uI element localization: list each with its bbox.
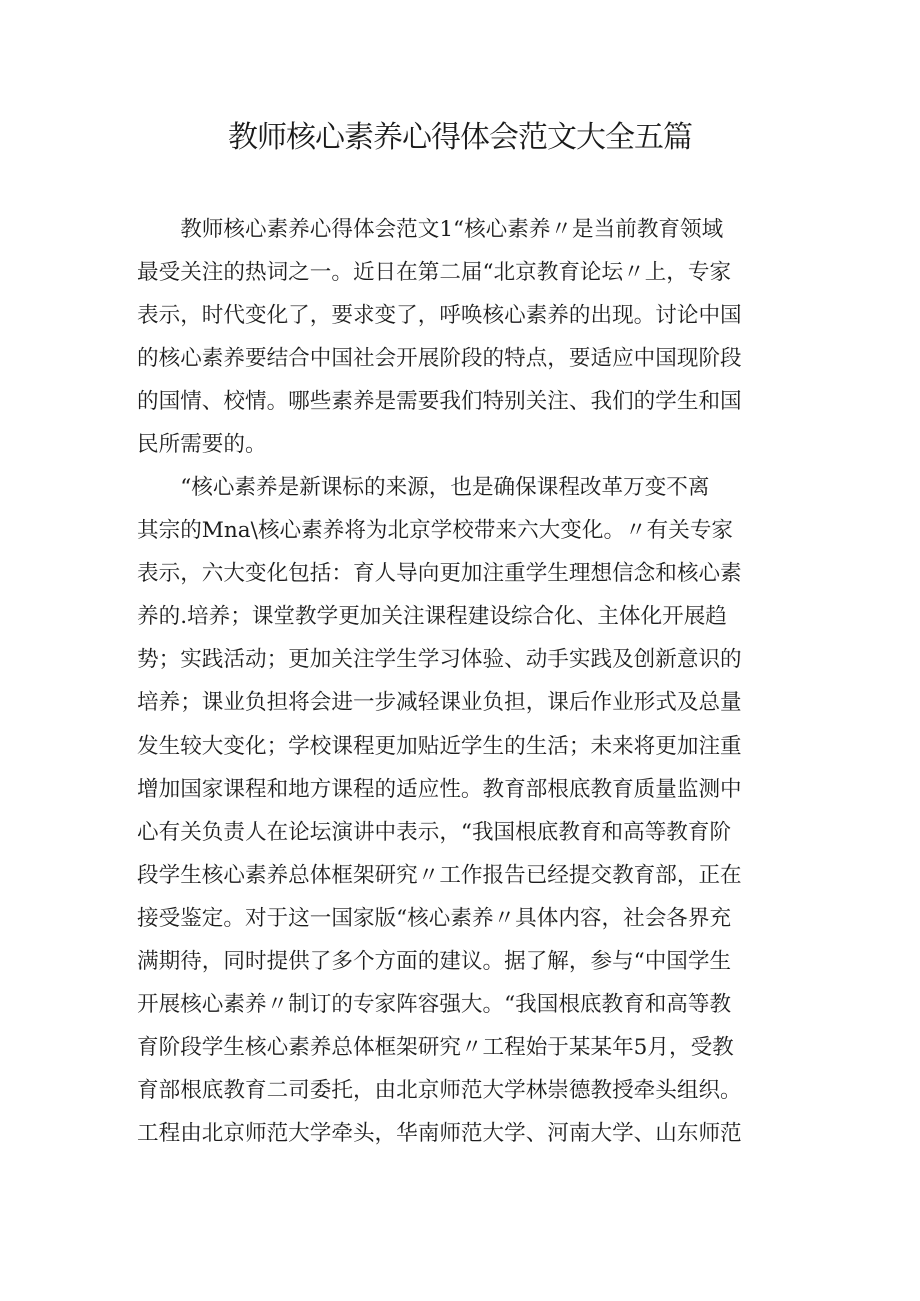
paragraph-line: 发生较大变化；学校课程更加贴近学生的生活；未来将更加注重 [137, 733, 742, 759]
paragraph-line: 开展核心素养〃制订的专家阵容强大。“我国根底教育和高等教 [137, 992, 732, 1018]
paragraph-line: 的国情、校情。哪些素养是需要我们特别关注、我们的学生和国 [137, 389, 742, 415]
paragraph-line: 培养；课业负担将会进一步减轻课业负担，课后作业形式及总量 [137, 690, 742, 716]
paragraph-line: 势；实践活动；更加关注学生学习体验、动手实践及创新意识的 [137, 647, 742, 673]
paragraph-line: 段学生核心素养总体框架研究〃工作报告已经提交教育部，正在 [137, 862, 742, 888]
paragraph-2 [137, 466, 797, 1156]
paragraph-line: “核心素养是新课标的来源，也是确保课程改革万变不离 [137, 475, 710, 500]
paragraph-line: 民所需要的。 [137, 432, 267, 458]
paragraph-1 [137, 208, 797, 467]
paragraph-line: 接受鉴定。对于这一国家版“核心素养〃具体内容，社会各界充 [137, 905, 732, 931]
paragraph-line: 育阶段学生核心素养总体框架研究〃工程始于某某年5月，受教 [137, 1035, 734, 1061]
paragraph-line: 满期待，同时提供了多个方面的建议。据了解，参与“中国学生 [137, 949, 732, 975]
paragraph-line: 的核心素养要结合中国社会开展阶段的特点，要适应中国现阶段 [137, 346, 742, 372]
paragraph-line: 育部根底教育二司委托，由北京师范大学林崇德教授牵头组织。 [137, 1078, 742, 1104]
paragraph-line: 表示，六大变化包括：育人导向更加注重学生理想信念和核心素 [137, 561, 742, 587]
paragraph-line: 其宗的Mna\核心素养将为北京学校带来六大变化。〃有关专家 [137, 518, 734, 544]
paragraph-line: 养的.培养；课堂教学更加关注课程建设综合化、主体化开展趋 [137, 604, 727, 630]
paragraph-line: 教师核心素养心得体会范文1“核心素养〃是当前教育领域 [137, 217, 724, 242]
paragraph-line: 最受关注的热词之一。近日在第二届“北京教育论坛〃上，专家 [137, 260, 732, 286]
paragraph-line: 增加国家课程和地方课程的适应性。教育部根底教育质量监测中 [137, 776, 742, 802]
paragraph-line: 工程由北京师范大学牵头，华南师范大学、河南大学、山东师范 [137, 1121, 742, 1147]
document-title: 教师核心素养心得体会范文大全五篇 [228, 120, 692, 155]
paragraph-line: 心有关负责人在论坛演讲中表示，“我国根底教育和高等教育阶 [137, 819, 732, 845]
paragraph-line: 表示，时代变化了，要求变了，呼唤核心素养的出现。讨论中国 [137, 303, 742, 329]
